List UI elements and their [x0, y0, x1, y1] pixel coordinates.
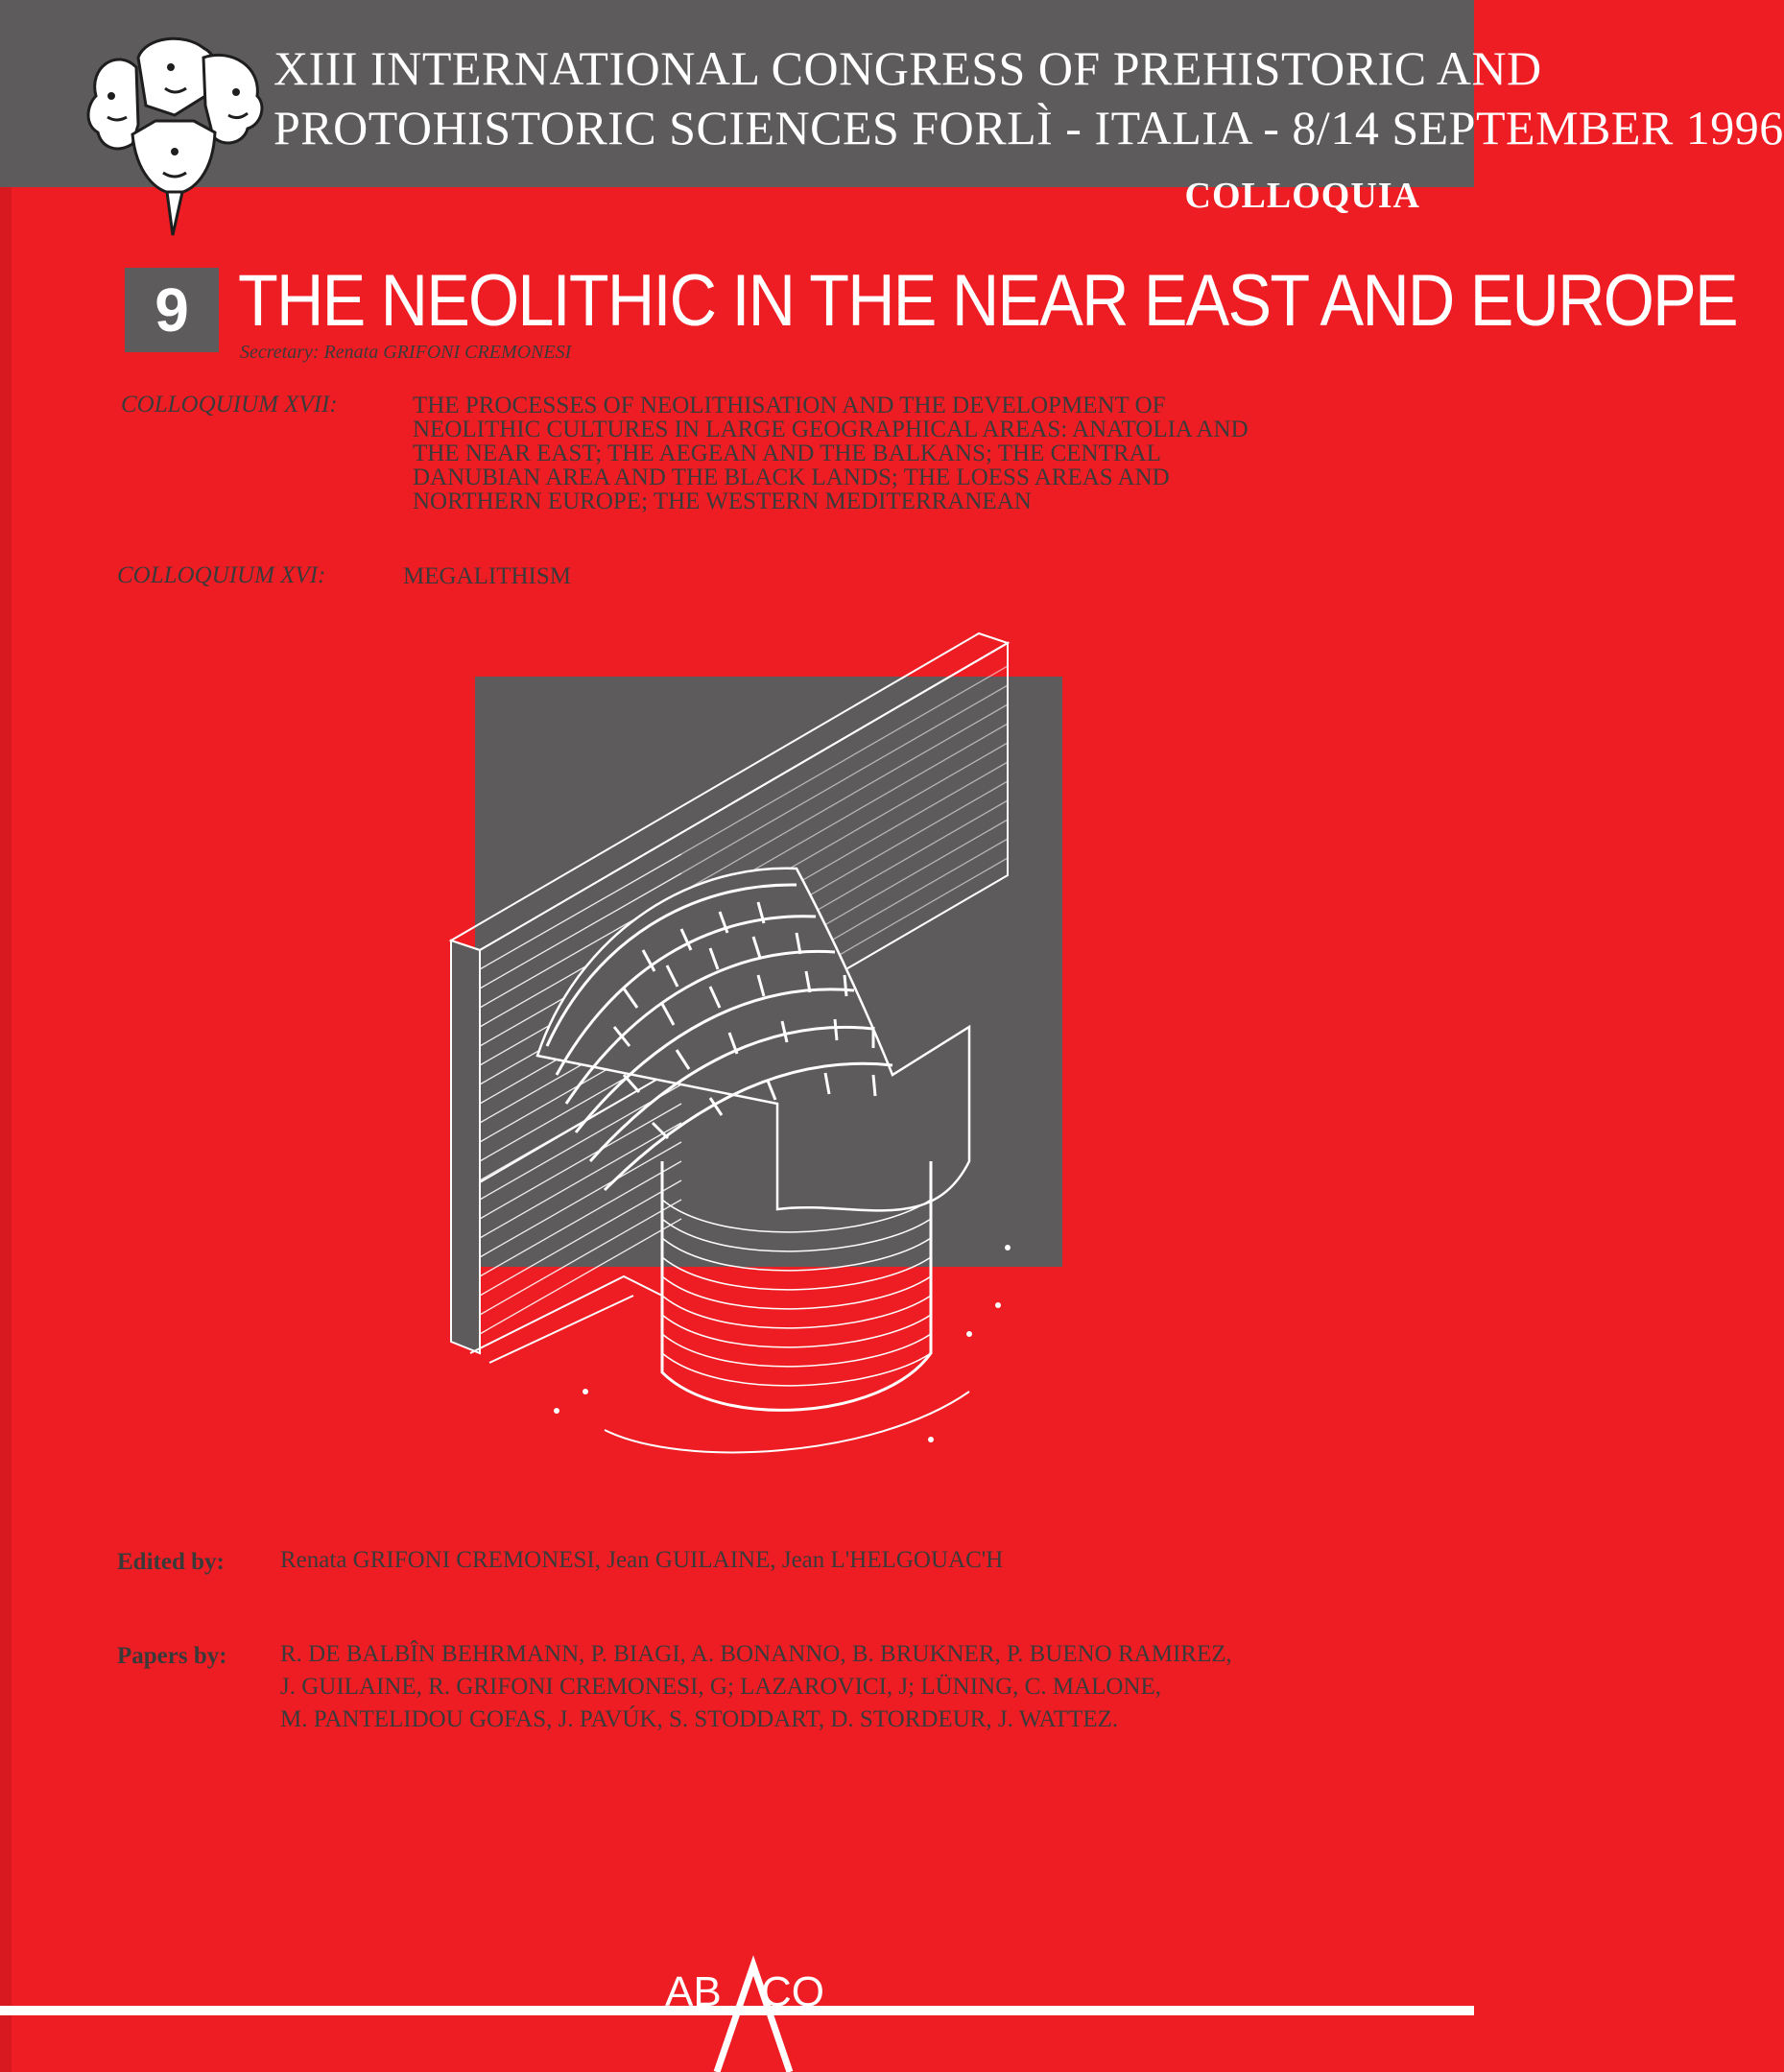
papers-authors-line: R. DE BALBÎN BEHRMANN, P. BIAGI, A. BONANNO, B. BRUKNER, P. BUENO RAMIREZ,	[280, 1641, 1232, 1667]
colloquium-xvii-description	[413, 393, 1249, 513]
colloquium-xvi-description	[403, 564, 571, 588]
editors-names: Renata GRIFONI CREMONESI, Jean GUILAINE, Jean L'HELGOUAC'H	[280, 1547, 1004, 1573]
colloquium-xvii-line: DANUBIAN AREA AND THE BLACK LANDS; THE LOESS AREAS AND	[413, 464, 1170, 490]
megalith-tomb-illustration	[432, 624, 1094, 1468]
cover-left-edge	[0, 0, 12, 2072]
series-label: COLLOQUIA	[1184, 176, 1420, 216]
volume-title: THE NEOLITHIC IN THE NEAR EAST AND EUROPE	[238, 260, 1737, 342]
edited-by-label: Edited by:	[117, 1549, 225, 1575]
colloquium-xvi-line: MEGALITHISM	[403, 563, 571, 589]
congress-faces-logo	[79, 29, 271, 250]
congress-title	[274, 38, 1784, 157]
abaco-logo	[657, 1958, 849, 2072]
congress-title-line-1: XIII INTERNATIONAL CONGRESS OF PREHISTORIC AND	[274, 41, 1542, 95]
colloquium-xvii-line: THE NEAR EAST; THE AEGEAN AND THE BALKANS; THE CENTRAL	[413, 441, 1161, 466]
volume-secretary: Secretary: Renata GRIFONI CREMONESI	[240, 342, 572, 363]
volume-number: 9	[125, 268, 219, 352]
publisher-letters-left: AB	[665, 1968, 722, 2015]
papers-authors-line: J. GUILAINE, R. GRIFONI CREMONESI, G; LAZAROVICI, J; LÜNING, C. MALONE,	[280, 1674, 1162, 1700]
publisher-letters-right: CO	[761, 1968, 824, 2015]
colloquium-xvii-label: COLLOQUIUM XVII:	[121, 392, 338, 417]
colloquium-xvii-line: NEOLITHIC CULTURES IN LARGE GEOGRAPHICAL AREAS: ANATOLIA AND	[413, 417, 1249, 442]
colloquium-xvii-line: THE PROCESSES OF NEOLITHISATION AND THE DEVELOPMENT OF	[413, 393, 1166, 418]
papers-authors-line: M. PANTELIDOU GOFAS, J. PAVÚK, S. STODDART, D. STORDEUR, J. WATTEZ.	[280, 1706, 1119, 1732]
congress-title-line-2: PROTOHISTORIC SCIENCES FORLÌ - ITALIA - 8/14 SEPTEMBER 1996	[274, 101, 1784, 155]
colloquium-xvi-label: COLLOQUIUM XVI:	[117, 562, 326, 588]
papers-by-label: Papers by:	[117, 1643, 227, 1669]
papers-authors	[280, 1638, 1232, 1736]
colloquium-xvii-line: NORTHERN EUROPE; THE WESTERN MEDITERRANEAN	[413, 488, 1032, 514]
